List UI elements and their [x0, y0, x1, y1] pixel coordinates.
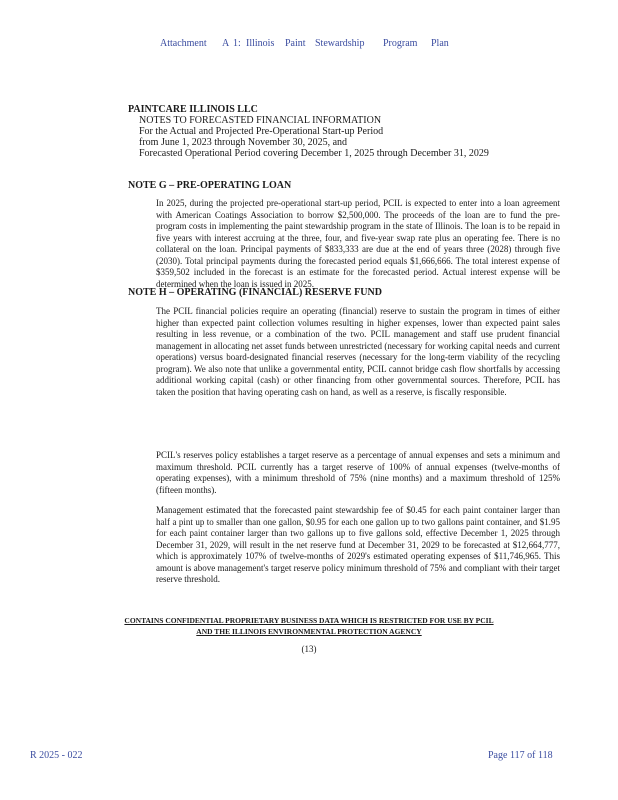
page-total: 118	[537, 750, 553, 761]
note-g-heading: NOTE G – PRE-OPERATING LOAN	[128, 180, 292, 191]
note-h-paragraph-1: The PCIL financial policies require an operating (financial) reserve to sustain the program in times of either higher than expected paint collection volumes resulting in higher expenses, lower than expected paint sales resulting in less revenue, or a combination of the two. PCIL management and staff use prudent financial management in allocating net asset funds between unrestricted (necessary for working capital needs and current operations) versus board-designated financial reserves (necessary for the long-term viability of the recycling program). We also note that unlike a governmental entity, PCIL cannot bridge cash flow shortfalls by accessing additional working capital (cash) or other financing from other governmental sources. Therefore, PCIL has taken the position that having operating cash on hand, as well as a reserve, is fiscally responsible.	[156, 306, 560, 397]
company-block	[128, 104, 568, 159]
page-current: 117	[509, 750, 525, 761]
header-word: Plan	[431, 38, 449, 49]
header-word: 1:	[233, 38, 241, 49]
company-name: PAINTCARE ILLINOIS LLC	[128, 104, 258, 115]
document-id: R 2025 - 022	[30, 750, 83, 761]
header-word: Illinois	[246, 38, 275, 49]
note-h-paragraph-2: PCIL's reserves policy establishes a target reserve as a percentage of annual expenses and sets a minimum and maximum threshold. PCIL currently has a target reserve of 100% of annual expenses (twelve-months of operating expenses), with a minimum threshold of 75% (nine months) and a maximum threshold of 125% (fifteen months).	[156, 450, 560, 495]
header-word: Paint	[285, 38, 306, 49]
confidential-line: CONTAINS CONFIDENTIAL PROPRIETARY BUSINESS DATA WHICH IS RESTRICTED FOR USE BY PCIL	[124, 616, 494, 625]
confidential-notice	[118, 615, 500, 637]
note-h-paragraph-3: Management estimated that the forecasted paint stewardship fee of $0.45 for each paint container larger than half a pint up to smaller than one gallon, $0.95 for each one gallon up to two gallons paint container, and $1.95 for each paint container larger than two gallons up to five gallons sold, effective December 1, 2025 through December 31, 2029, will result in the net reserve fund at December 31, 2029 to be forecasted at $12,664,777, which is approximately 107% of twelve-months of 2029's estimated operating expenses of $11,746,965. This amount is above management's target reserve policy minimum threshold of 75% and compliant with their target reserve threshold.	[156, 505, 560, 584]
notes-title: NOTES TO FORECASTED FINANCIAL INFORMATION	[139, 115, 382, 126]
page-number: (13)	[301, 644, 317, 654]
page-label: Page	[488, 750, 508, 761]
header-word: Program	[383, 38, 418, 49]
confidential-line: AND THE ILLINOIS ENVIRONMENTAL PROTECTION AGENCY	[196, 627, 422, 636]
period-line: from June 1, 2023 through November 30, 2025, and	[139, 137, 348, 148]
page-counter	[488, 750, 553, 761]
header-word: Attachment	[160, 38, 207, 49]
period-line: For the Actual and Projected Pre-Operational Start-up Period	[139, 126, 384, 137]
of-label: of	[527, 750, 536, 761]
note-g-paragraph: In 2025, during the projected pre-operational start-up period, PCIL is expected to enter into a loan agreement with American Coatings Association to borrow $2,500,000. The proceeds of the loan are to fund the pre-program costs in implementing the paint stewardship program in the state of Illinois. The loan is to be repaid in five years with interest accruing at the three, four, and five-year swap rate plus an operating fee. There is no collateral on the loan. Principal payments of $833,333 are due at the end of years three (2028) through five (2030). Total principal payments during the forecasted period equals $1,666,666. The total interest expense of $359,502 included in the forecast is an estimate for the forecasted period. Actual interest expense will be determined when the loan is issued in 2025.	[156, 198, 560, 289]
header-word: Stewardship	[315, 38, 365, 49]
running-header	[0, 38, 618, 52]
period-line: Forecasted Operational Period covering December 1, 2025 through December 31, 2029	[139, 148, 489, 159]
header-word: A	[222, 38, 230, 49]
note-h-heading: NOTE H – OPERATING (FINANCIAL) RESERVE FUND	[128, 287, 382, 298]
